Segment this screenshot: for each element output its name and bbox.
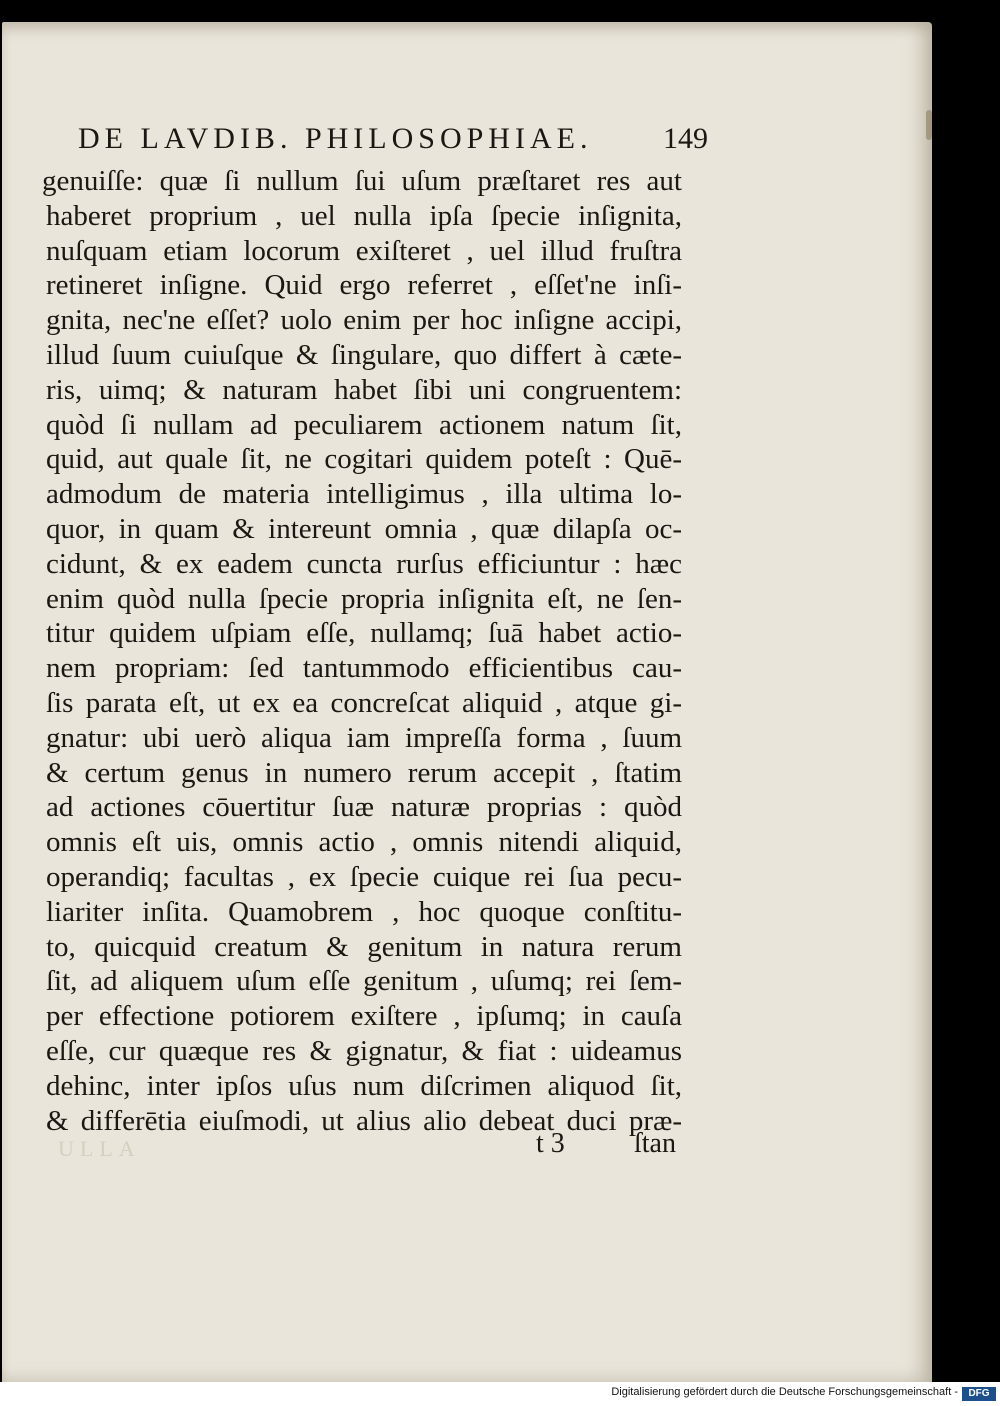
text-line: quid, aut quale ſit, ne cogitari quidem poteſt : Quē- <box>46 443 682 476</box>
text-line: cidunt, & ex eadem cuncta rurſus efficiuntur : hæc <box>46 547 682 580</box>
text-line: omnis eſt uis, omnis actio , omnis nitendi aliquid, <box>46 826 682 859</box>
text-line: eſſe, cur quæque res & gignatur, & fiat : uideamus <box>46 1034 682 1067</box>
page-edge-shadow <box>926 110 932 140</box>
text-line: illud ſuum cuiuſque & ſingulare, quo differt à cæte- <box>46 338 682 371</box>
text-line: operandiq; facultas , ex ſpecie cuique rei ſua pecu- <box>46 860 682 893</box>
book-page <box>2 22 932 1382</box>
text-line: nem propriam: ſed tantummodo efficientibus cau- <box>46 652 682 685</box>
text-line: ſit, ad aliquem uſum eſſe genitum , uſumq; rei ſem- <box>46 965 682 998</box>
text-line: ad actiones cōuertitur ſuæ naturæ proprias : quòd <box>46 791 682 824</box>
folio-number: 149 <box>663 122 708 155</box>
text-line: nuſquam etiam locorum exiſteret , uel illud fruſtra <box>46 234 682 267</box>
running-title: DE LAVDIB. PHILOSOPHIAE. <box>78 122 593 155</box>
text-line: dehinc, inter ipſos uſus num diſcrimen aliquod ſit, <box>46 1069 682 1102</box>
text-line: to, quicquid creatum & genitum in natura rerum <box>46 930 682 963</box>
text-line: ſis parata eſt, ut ex ea concreſcat aliquid , atque gi- <box>46 686 682 719</box>
running-head <box>78 122 718 162</box>
bleed-through-text: ULLA <box>58 1136 141 1161</box>
text-line: & differētia eiuſmodi, ut alius alio debeat duci præ- <box>46 1104 682 1137</box>
text-line: liariter inſita. Quamobrem , hoc quoque conſtitu- <box>46 895 682 928</box>
text-line: titur quidem uſpiam eſſe, nullamq; ſuā habet actio- <box>46 617 682 650</box>
text-line: enim quòd nulla ſpecie propria inſignita eſt, ne ſen- <box>46 582 682 615</box>
text-line: haberet proprium , uel nulla ipſa ſpecie inſignita, <box>46 199 682 232</box>
text-line: admodum de materia intelligimus , illa ultima lo- <box>46 478 682 511</box>
text-block <box>42 164 692 1138</box>
catchword: ſtan <box>634 1128 676 1159</box>
signature-mark: t 3 <box>536 1128 565 1159</box>
text-line: quòd ſi nullam ad peculiarem actionem natum ſit, <box>46 408 682 441</box>
text-line: & certum genus in numero rerum accepit , ſtatim <box>46 756 682 789</box>
text-line: retineret inſigne. Quid ergo referret , eſſet'ne inſi- <box>46 269 682 302</box>
text-line: genuiſſe: quæ ſi nullum ſui uſum præſtaret res aut <box>42 165 682 197</box>
funding-credit: Digitalisierung gefördert durch die Deutsche Forschungsgemeinschaft - <box>611 1386 958 1398</box>
footer-bar <box>0 1382 1000 1406</box>
text-line: gnita, nec'ne eſſet? uolo enim per hoc inſigne accipi, <box>46 304 682 337</box>
text-line: ris, uimq; & naturam habet ſibi uni congruentem: <box>46 373 682 406</box>
page-foot <box>42 1128 692 1164</box>
text-line: per effectione potiorem exiſtere , ipſumq; in cauſa <box>46 1000 682 1033</box>
dfg-logo[interactable]: DFG <box>962 1387 996 1401</box>
text-line: gnatur: ubi uerò aliqua iam impreſſa forma , ſuum <box>46 721 682 754</box>
text-line: quor, in quam & intereunt omnia , quæ dilapſa oc- <box>46 512 682 545</box>
